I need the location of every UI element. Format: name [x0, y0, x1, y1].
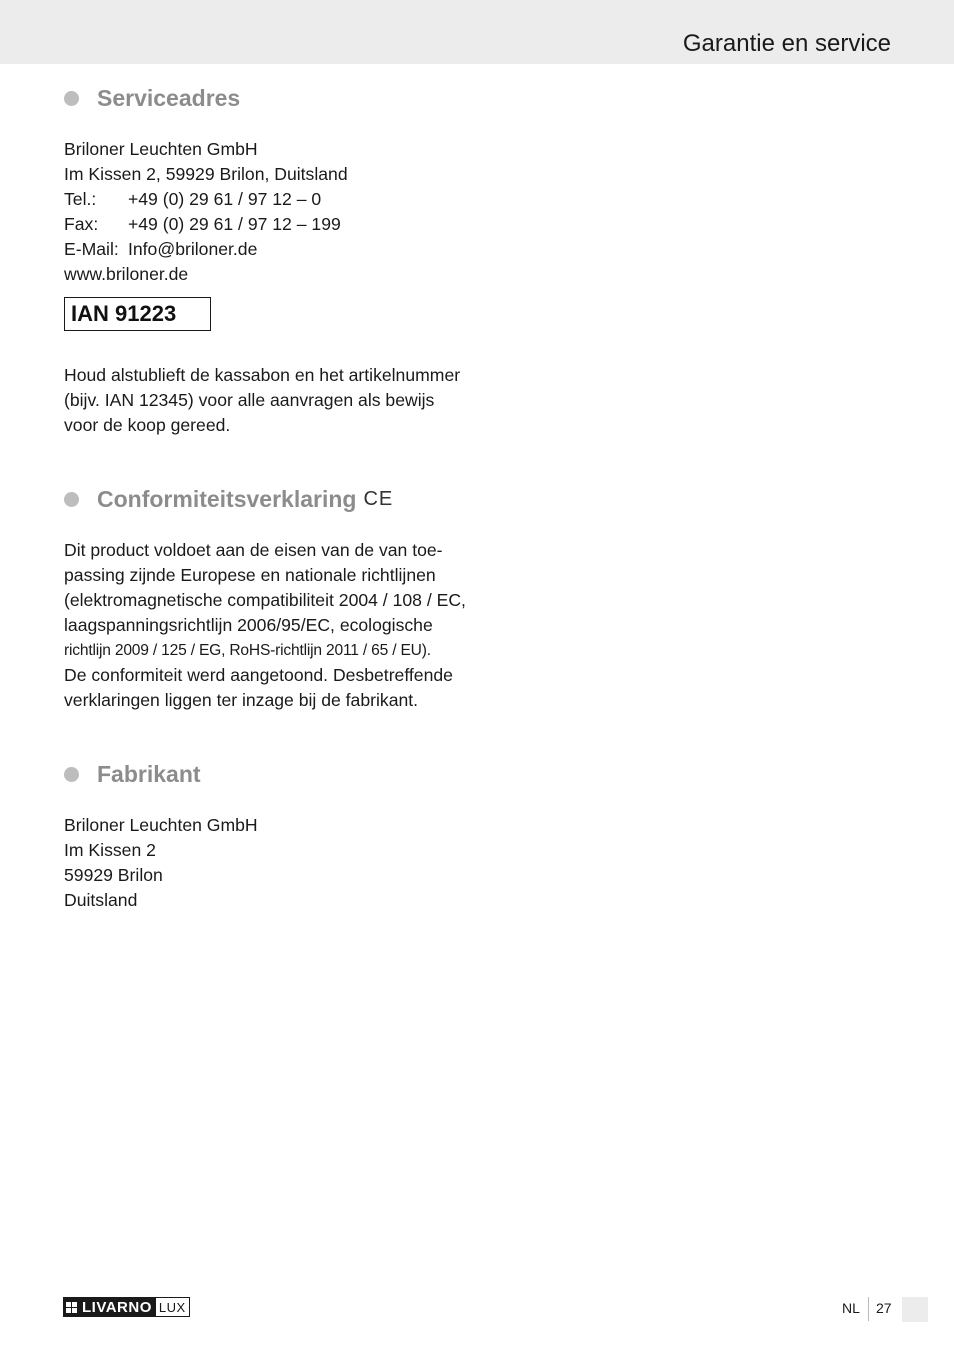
service-note — [64, 363, 460, 438]
logo-main-text: LIVARNO — [82, 1298, 152, 1316]
service-heading-text: Serviceadres — [97, 85, 241, 111]
service-company: Briloner Leuchten GmbH — [64, 139, 258, 159]
manufacturer-heading-text: Fabrikant — [97, 761, 201, 787]
manufacturer-line: 59929 Brilon — [64, 865, 163, 885]
logo-main — [63, 1297, 156, 1317]
fax-row — [64, 212, 348, 237]
manufacturer-line: Briloner Leuchten GmbH — [64, 815, 258, 835]
logo-squares-icon — [66, 1302, 77, 1313]
tel-label: Tel.: — [64, 189, 97, 209]
page-title: Garantie en service — [682, 30, 891, 57]
website-text: www.briloner.de — [64, 264, 189, 284]
note-line: Houd alstublieft de kassabon en het artikelnummer — [64, 365, 461, 385]
email-label: E-Mail: — [64, 239, 119, 259]
fax-label: Fax: — [64, 214, 99, 234]
bullet-icon — [64, 492, 79, 507]
conformity-line: Dit product voldoet aan de eisen van de van toe- — [64, 540, 443, 560]
footer-divider — [868, 1297, 869, 1321]
conformity-line: (elektromagnetische compatibiliteit 2004 / 108 / EC, — [64, 590, 466, 610]
service-address: Im Kissen 2, 59929 Brilon, Duitsland — [64, 164, 348, 184]
conformity-line: passing zijnde Europese en nationale richtlijnen — [64, 565, 436, 585]
conformity-text — [64, 538, 466, 713]
section-heading-conformity — [64, 486, 393, 513]
bullet-icon — [64, 767, 79, 782]
language-code: NL — [842, 1300, 860, 1316]
conformity-line: De conformiteit werd aangetoond. Desbetreffende — [64, 665, 453, 685]
note-line: voor de koop gereed. — [64, 415, 231, 435]
conformity-heading-text: Conformiteitsverklaring — [97, 486, 357, 512]
email-value: Info@briloner.de — [128, 239, 258, 259]
section-heading-service — [64, 85, 240, 112]
ian-box: IAN 91223 — [64, 297, 211, 331]
tel-value: +49 (0) 29 61 / 97 12 – 0 — [128, 189, 322, 209]
logo-sub-text: LUX — [156, 1297, 190, 1317]
brand-logo — [63, 1297, 190, 1317]
manufacturer-address — [64, 813, 258, 913]
service-address-block — [64, 137, 348, 287]
conformity-line: richtlijn 2009 / 125 / EG, RoHS-richtlijn 2011 / 65 / EU). — [64, 642, 431, 659]
note-line: (bijv. IAN 12345) voor alle aanvragen als bewijs — [64, 390, 435, 410]
email-row — [64, 237, 348, 262]
conformity-line: verklaringen liggen ter inzage bij de fabrikant. — [64, 690, 419, 710]
conformity-line: laagspanningsrichtlijn 2006/95/EC, ecologische — [64, 615, 433, 635]
section-heading-manufacturer — [64, 761, 201, 788]
ce-mark-icon: CE — [363, 488, 394, 510]
page-number: 27 — [876, 1300, 892, 1316]
bullet-icon — [64, 91, 79, 106]
tel-row — [64, 187, 348, 212]
manufacturer-line: Duitsland — [64, 890, 138, 910]
fax-value: +49 (0) 29 61 / 97 12 – 199 — [128, 214, 341, 234]
manufacturer-line: Im Kissen 2 — [64, 840, 156, 860]
footer-page-tab — [902, 1297, 928, 1322]
